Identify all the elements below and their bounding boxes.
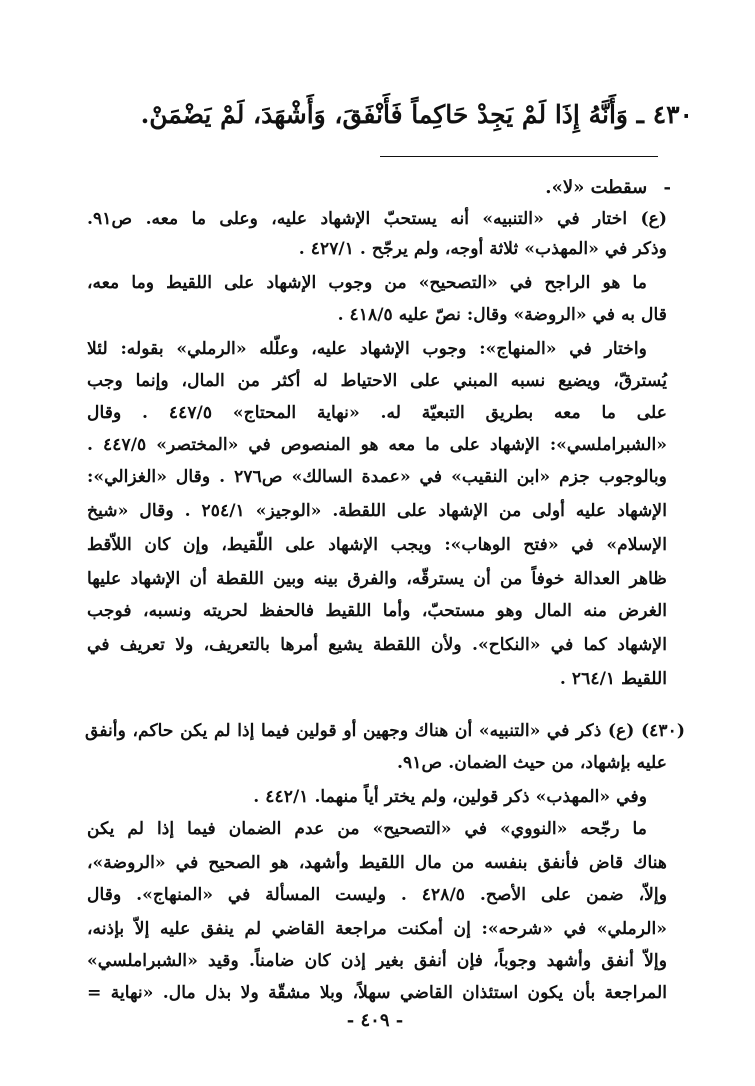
text-line: وذكر في «المهذب» ثلاثة أوجه، ولم يرجّح . ٤٢٧/١ .	[298, 239, 667, 259]
text-line: ما رجّحه «النووي» في «التصحيح» من عدم الضمان فيما إذا لم يكن	[87, 819, 647, 839]
text-line: الإشهاد عليه أولى من الإشهاد على اللقطة. «الوجيز» ٢٥٤/١ . وقال «شيخ	[87, 501, 667, 521]
separator-rule	[380, 156, 658, 157]
text-line: عليه بإشهاد، من حيث الضمان. ص٩١.	[397, 753, 667, 773]
text-line: (٤٣٠) (ع) ذكر في «التنبيه» أن هناك وجهين أو قولين فيما إذا لم يكن حاكم، وأنفق	[85, 721, 685, 741]
text-line: ظاهر العدالة خوفاً من أن يسترقّه، والفرق بينه وبين اللقطة أن الإشهاد عليها	[87, 569, 667, 589]
bullet-text: سقطت «لا».	[545, 177, 648, 198]
text-line: واختار في «المنهاج»: وجوب الإشهاد عليه، وعلّله «الرملي» بقوله: لئلا	[87, 339, 647, 359]
text-line: (ع) اختار في «التنبيه» أنه يستحبّ الإشهاد عليه، وعلى ما معه. ص٩١.	[87, 209, 667, 229]
text-line: الغرض منه المال وهو مستحبّ، وأما اللقيط فالحفظ لحريته ونسبه، فوجب	[87, 601, 667, 621]
text-line: «الرملي» في «شرحه»: إن أمكنت مراجعة القاضي لم ينفق عليه إلاّ بإذنه،	[87, 919, 667, 939]
text-line: وإلاّ أنفق وأشهد وجوباً، فإن أنفق بغير إذن كان ضامناً. وقيد «الشبراملسي»	[87, 951, 667, 971]
text-line: اللقيط ٢٦٤/١ .	[559, 669, 667, 689]
note-bullet	[545, 177, 671, 198]
text-line: وبالوجوب جزم «ابن النقيب» في «عمدة السالك» ص٢٧٦ . وقال «الغزالي»:	[87, 467, 667, 487]
text-line: على ما معه بطريق التبعيّة له. «نهاية المحتاج» ٤٤٧/٥ . وقال	[87, 403, 667, 423]
text-line: ما هو الراجح في «التصحيح» من وجوب الإشهاد على اللقيط وما معه،	[87, 273, 647, 293]
text-line: وإلاّ، ضمن على الأصح. ٤٢٨/٥ . وليست المسألة في «المنهاج». وقال	[87, 885, 668, 905]
text-line: يُسترقّ، ويضيع نسبه المبني على الاحتياط له أكثر من المال، وإنما وجب	[87, 371, 667, 391]
text-line: وفي «المهذب» ذكر قولين، ولم يختر أياً منهما. ٤٤٢/١ .	[253, 787, 647, 807]
text-line: قال به في «الروضة» وقال: نصّ عليه ٤١٨/٥ .	[337, 305, 667, 325]
page-number: - ٤٠٩ -	[346, 1010, 404, 1031]
entry-heading: ٤٣٠ ـ وَأَنَّهُ إِذَا لَمْ يَجِدْ حَاكِماً فَأَنْفَقَ، وَأَشْهَدَ، لَمْ يَضْمَنْ.	[140, 100, 693, 129]
text-line: الإشهاد كما في «النكاح». ولأن اللقطة يشيع أمرها بالتعريف، ولا تعريف في	[87, 635, 667, 655]
bullet-dash: -	[663, 177, 671, 198]
text-line: هناك قاض فأنفق بنفسه من مال اللقيط وأشهد، هو الصحيح في «الروضة»،	[87, 853, 667, 873]
text-line: المراجعة بأن يكون استئذان القاضي سهلاً، وبلا مشقّة ولا بذل مال. «نهاية =	[87, 983, 667, 1003]
text-line: «الشبراملسي»: الإشهاد على ما معه هو المنصوص في «المختصر» ٤٤٧/٥ .	[87, 435, 667, 455]
text-line: الإسلام» في «فتح الوهاب»: ويجب الإشهاد على اللّقيط، وإن كان اللاّقط	[87, 535, 667, 555]
